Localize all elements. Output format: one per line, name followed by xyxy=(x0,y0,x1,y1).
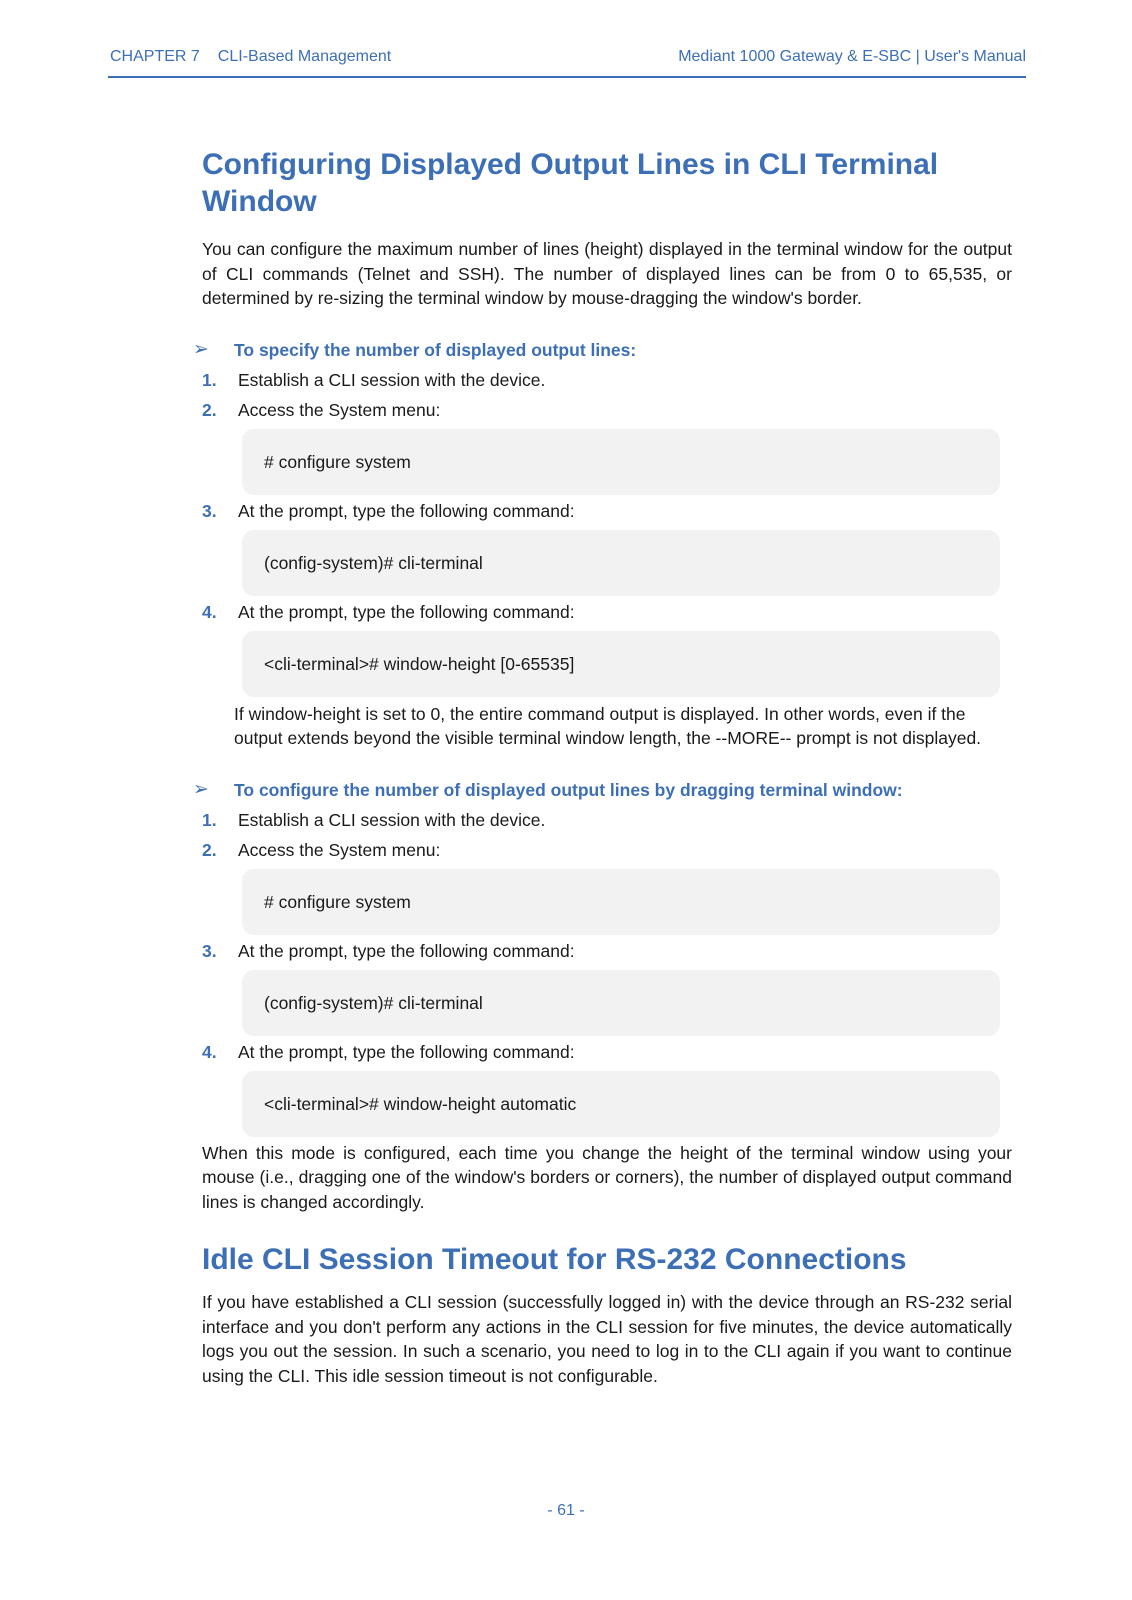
chapter-title: CLI-Based Management xyxy=(217,48,392,65)
section-body: If you have established a CLI session (successfully logged in) with the device through an RS-232 serial interface and you don't perform any actions in the CLI session for five minutes, the device automatically logs you out the session. In such a scenario, you need to log in to the CLI again if you want to continue using the CLI. This idle session timeout is not configurable. xyxy=(202,1292,1012,1386)
chapter-label xyxy=(110,48,391,66)
step-item xyxy=(202,398,1012,422)
note-paragraph: If window-height is set to 0, the entire command output is displayed. In other words, even if the output extends beyond the visible terminal window length, the --MORE-- prompt is not displayed. xyxy=(234,703,982,748)
step-number: 3. xyxy=(202,940,217,961)
code-block: <cli-terminal># window-height [0-65535] xyxy=(242,631,1000,697)
code-block: # configure system xyxy=(242,429,1000,495)
step-text: At the prompt, type the following command: xyxy=(238,940,575,961)
step-number: 1. xyxy=(202,369,217,390)
arrow-icon: ➢ xyxy=(193,338,209,360)
step-number: 1. xyxy=(202,809,217,830)
step-number: 4. xyxy=(202,1041,217,1062)
step-item xyxy=(202,368,1012,392)
section-intro: You can configure the maximum number of lines (height) displayed in the terminal window for the output of CLI commands (Telnet and SSH). The number of displayed lines can be from 0 to 65,535, or determined by re-sizing the terminal window by mouse-dragging the window's border. xyxy=(202,239,1012,308)
step-text: Access the System menu: xyxy=(238,399,441,420)
code-block: (config-system)# cli-terminal xyxy=(242,530,1000,596)
section-title: Idle CLI Session Timeout for RS-232 Connections xyxy=(202,1243,907,1276)
code-block: (config-system)# cli-terminal xyxy=(242,970,1000,1036)
step-number: 2. xyxy=(202,839,217,860)
manual-title: Mediant 1000 Gateway & E-SBC | User's Manual xyxy=(678,48,1026,65)
procedure-heading xyxy=(193,778,1012,802)
step-item xyxy=(202,499,1012,523)
step-text: Establish a CLI session with the device. xyxy=(238,369,546,390)
step-text: Establish a CLI session with the device. xyxy=(238,809,546,830)
closing-paragraph: When this mode is configured, each time you change the height of the terminal window using your mouse (i.e., dragging one of the window's borders or corners), the number of displayed output command lines is changed accordingly. xyxy=(202,1142,1012,1212)
code-block: <cli-terminal># window-height automatic xyxy=(242,1071,1000,1137)
procedure-title: To specify the number of displayed output lines: xyxy=(234,339,637,360)
code-block: # configure system xyxy=(242,869,1000,935)
step-text: At the prompt, type the following command: xyxy=(238,500,575,521)
step-item xyxy=(202,808,1012,832)
step-number: 3. xyxy=(202,500,217,521)
page-number: - 61 - xyxy=(547,1502,585,1519)
procedure-heading xyxy=(193,338,1012,362)
step-item xyxy=(202,939,1012,963)
step-item xyxy=(202,1040,1012,1064)
step-text: At the prompt, type the following command: xyxy=(238,601,575,622)
step-number: 2. xyxy=(202,399,217,420)
step-item xyxy=(202,600,1012,624)
step-number: 4. xyxy=(202,601,217,622)
chapter-number: CHAPTER 7 xyxy=(110,48,200,65)
arrow-icon: ➢ xyxy=(193,778,209,800)
page-header xyxy=(108,46,1026,78)
section-title: Configuring Displayed Output Lines in CLI Terminal Window xyxy=(202,148,939,218)
step-text: Access the System menu: xyxy=(238,839,441,860)
procedure-title: To configure the number of displayed output lines by dragging terminal window: xyxy=(234,779,903,800)
step-item xyxy=(202,838,1012,862)
step-text: At the prompt, type the following command: xyxy=(238,1041,575,1062)
page-content xyxy=(193,146,1012,1388)
